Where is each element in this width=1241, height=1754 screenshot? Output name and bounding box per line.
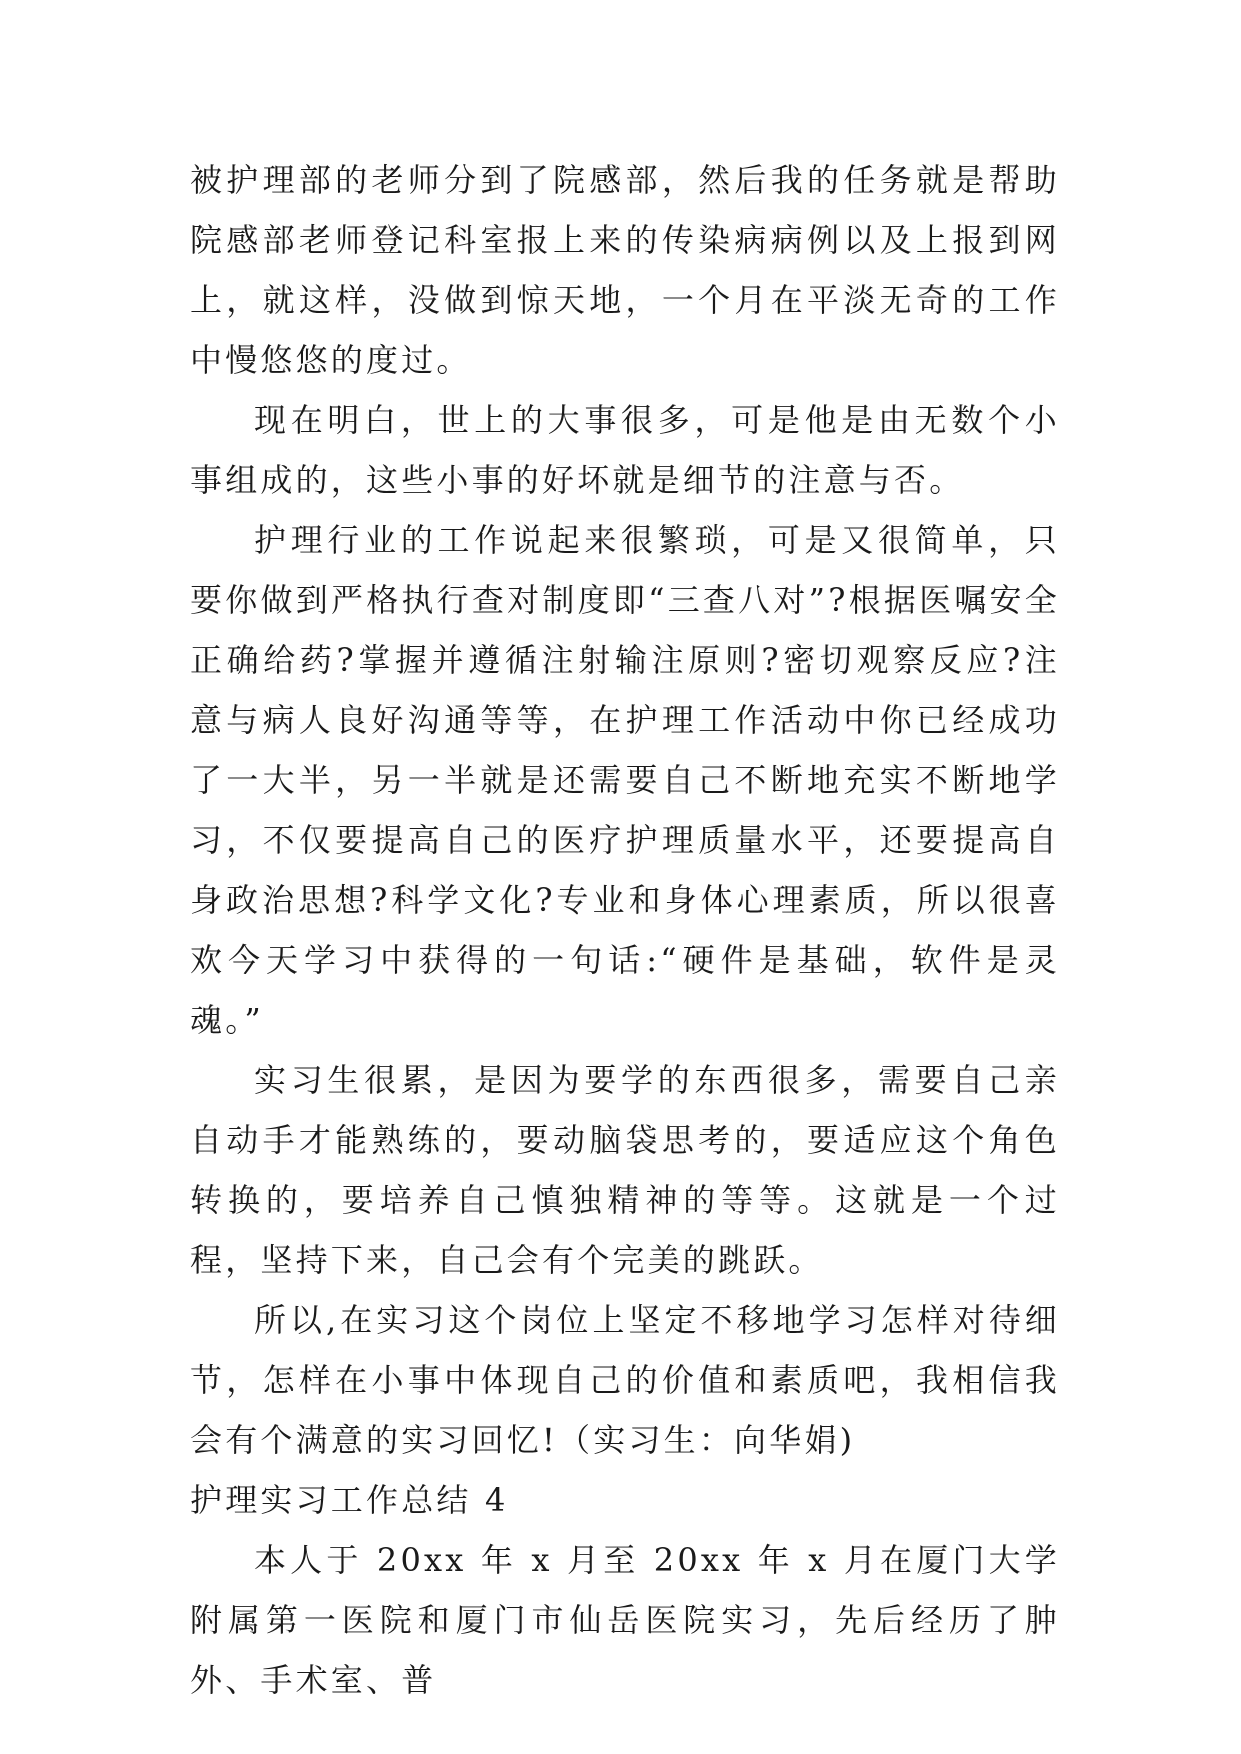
section-title: 护理实习工作总结 4 (190, 1481, 509, 1519)
paragraph-4: 实习生很累，是因为要学的东西很多，需要自己亲自动手才能熟练的，要动脑袋思考的，要适应这个角色转换的，要培养自己慎独精神的等等。这就是一个过程，坚持下来，自己会有个完美的跳跃。 (190, 1061, 1060, 1279)
document-body (190, 150, 1060, 1710)
paragraph-3: 护理行业的工作说起来很繁琐，可是又很简单，只要你做到严格执行查对制度即“三查八对”?根据医嘱安全正确给药?掌握并遵循注射输注原则?密切观察反应?注意与病人良好沟通等等，在护理工作活动中你已经成功了一大半，另一半就是还需要自己不断地充实不断地学习，不仅要提高自己的医疗护理质量水平，还要提高自身政治思想?科学文化?专业和身体心理素质，所以很喜欢今天学习中获得的一句话:“硬件是基础，软件是灵魂。” (190, 521, 1060, 1039)
paragraph-1: 被护理部的老师分到了院感部，然后我的任务就是帮助院感部老师登记科室报上来的传染病病例以及上报到网上，就这样，没做到惊天地，一个月在平淡无奇的工作中慢悠悠的度过。 (190, 161, 1060, 379)
paragraph-2: 现在明白，世上的大事很多，可是他是由无数个小事组成的，这些小事的好坏就是细节的注意与否。 (190, 401, 1060, 499)
section-paragraph: 本人于 20xx 年 x 月至 20xx 年 x 月在厦门大学附属第一医院和厦门市仙岳医院实习，先后经历了肿外、手术室、普 (190, 1541, 1060, 1699)
paragraph-5: 所以,在实习这个岗位上坚定不移地学习怎样对待细节，怎样在小事中体现自己的价值和素质吧，我相信我会有个满意的实习回忆!（实习生：向华娟) (190, 1301, 1060, 1459)
